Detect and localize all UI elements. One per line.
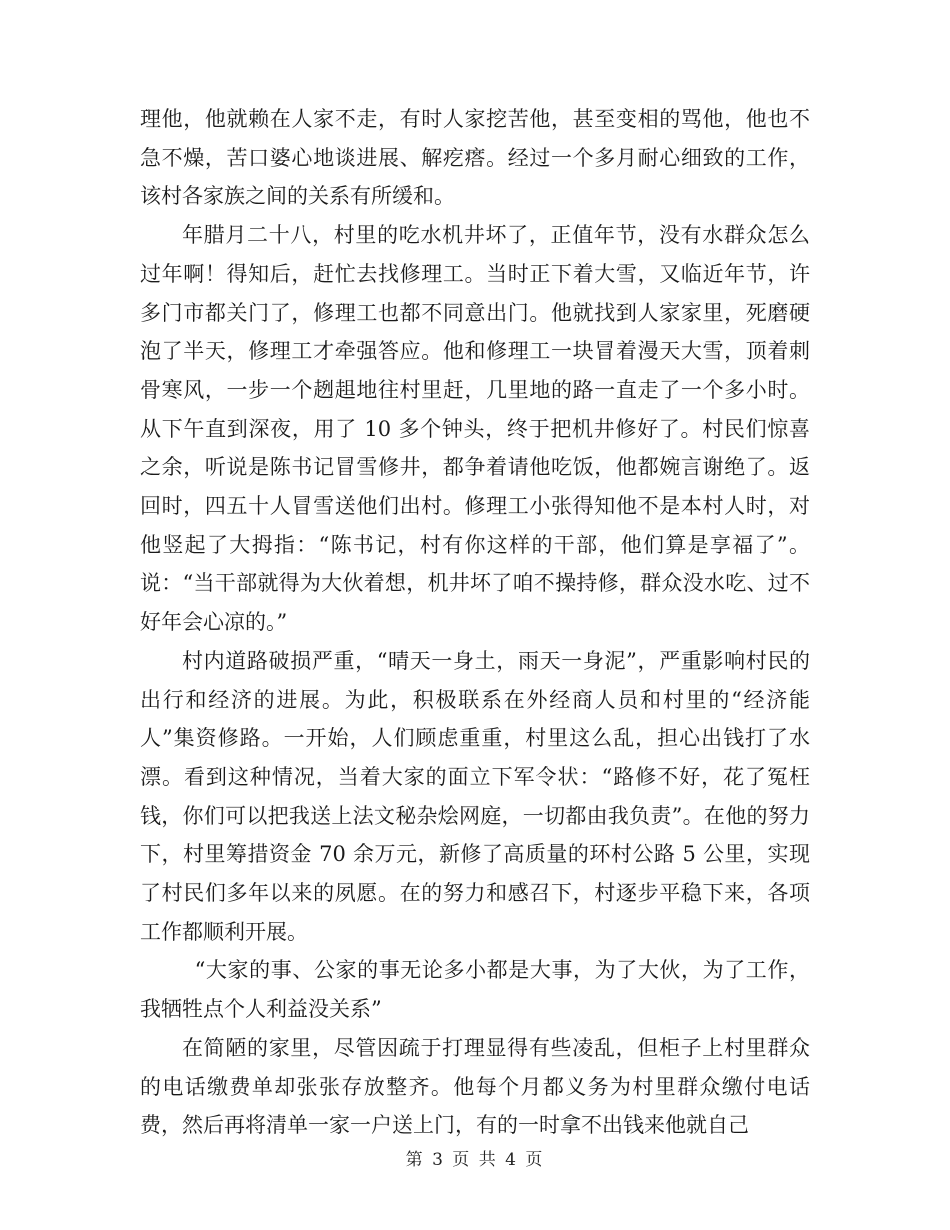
page-number-footer: 第 3 页 共 4 页 [405,1150,545,1170]
paragraph-1: 理他，他就赖在人家不走，有时人家挖苦他，甚至变相的骂他，他也不急不燥，苦口婆心地谈进展、解疙瘩。经过一个多月耐心细致的工作，该村各家族之间的关系有所缓和。 [140,107,810,209]
document-body [140,100,810,1145]
paragraph-3: 村内道路破损严重，“晴天一身土，雨天一身泥”，严重影响村民的出行和经济的进展。为此，积极联系在外经商人员和村里的“经济能人”集资修路。一开始，人们顾虑重重，村里这么乱，担心出钱打了水漂。看到这种情况，当着大家的面立下军令状：“路修不好，花了冤枉钱，你们可以把我送上法文秘杂烩网庭，一切都由我负责”。在他的努力下，村里筹措资金 70 余万元，新修了高质量的环村公路 5 公里，实现了村民们多年以来的夙愿。在的努力和感召下，村逐步平稳下来，各项工作都顺利开展。 [140,648,810,944]
paragraph-5: 在简陋的家里，尽管因疏于打理显得有些凌乱，但柜子上村里群众的电话缴费单却张张存放整齐。他每个月都义务为村里群众缴付电话费，然后再将清单一家一户送上门，有的一时拿不出钱来他就自己 [140,1035,810,1138]
paragraph-quote-heading: “大家的事、公家的事无论多小都是大事，为了大伙，为了工作，我牺牲点个人利益没关系” [140,958,810,1022]
paragraph-2: 年腊月二十八，村里的吃水机井坏了，正值年节，没有水群众怎么过年啊！得知后，赶忙去找修理工。当时正下着大雪，又临近年节，许多门市都关门了，修理工也都不同意出门。他就找到人家家里，死磨硬泡了半天，修理工才牵强答应。他和修理工一块冒着漫天大雪，顶着刺骨寒风，一步一个趔趄地往村里赶，几里地的路一直走了一个多小时。从下午直到深夜，用了 10 多个钟头，终于把机井修好了。村民们惊喜之余，听说是陈书记冒雪修井，都争着请他吃饭，他都婉言谢绝了。返回时，四五十人冒雪送他们出村。修理工小张得知他不是本村人时，对他竖起了大拇指：“陈书记，村有你这样的干部，他们算是享福了”。说：“当干部就得为大伙着想，机井坏了咱不操持修，群众没水吃、过不好年会心凉的。” [140,223,810,635]
